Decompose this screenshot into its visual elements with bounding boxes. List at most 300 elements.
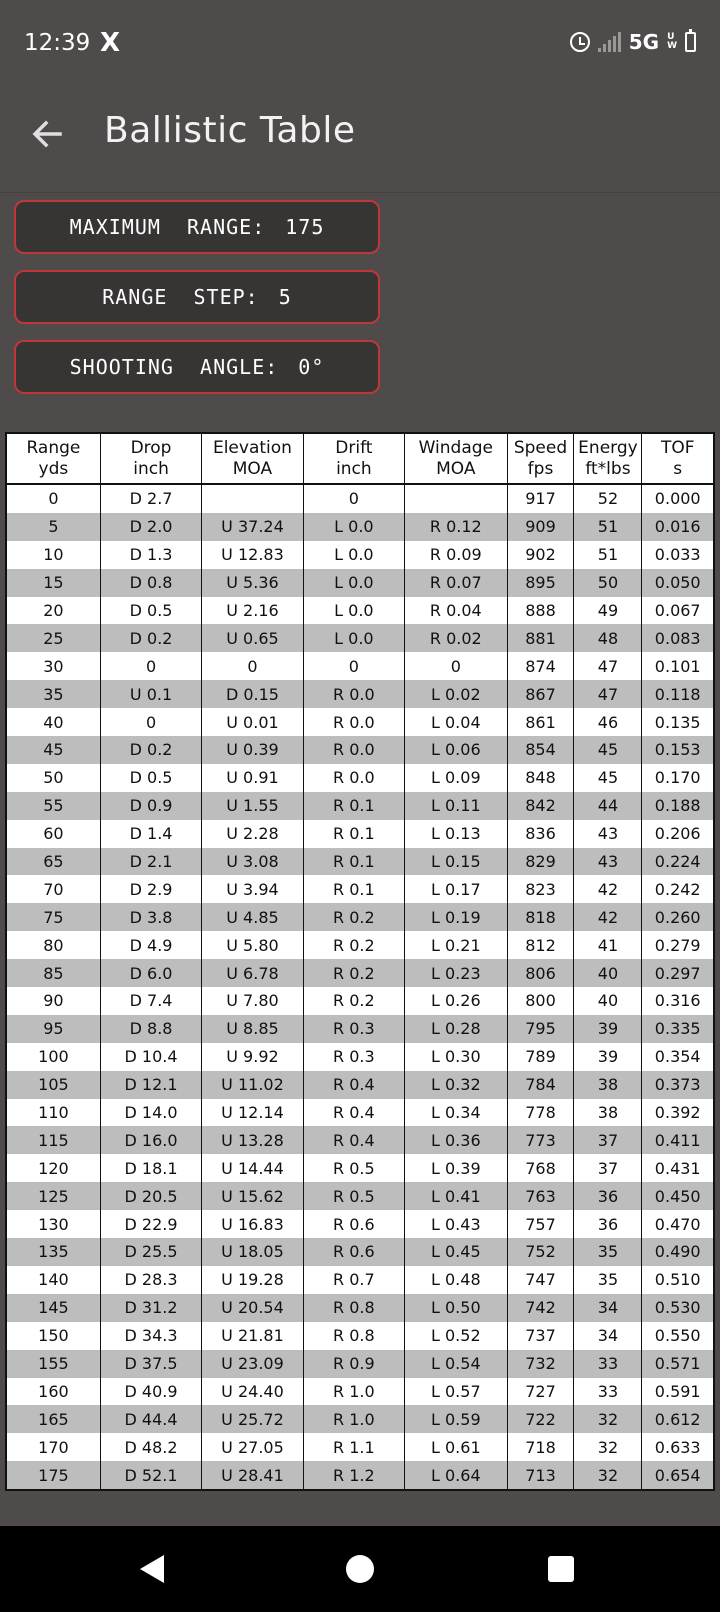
table-row — [6, 1266, 714, 1294]
column-header — [202, 433, 303, 484]
table-cell: L 0.09 — [405, 764, 507, 792]
table-cell: U 12.14 — [202, 1099, 303, 1127]
table-cell: 0.242 — [642, 875, 714, 903]
table-cell: 0.470 — [642, 1210, 714, 1238]
table-row — [6, 987, 714, 1015]
table-cell: 848 — [507, 764, 574, 792]
table-cell: 718 — [507, 1433, 574, 1461]
table-cell: L 0.28 — [405, 1015, 507, 1043]
table-row — [6, 903, 714, 931]
table-cell: D 0.9 — [100, 792, 201, 820]
table-cell: 115 — [6, 1126, 100, 1154]
table-cell: D 31.2 — [100, 1294, 201, 1322]
network-sub-bottom: W — [667, 41, 677, 51]
table-cell: U 0.65 — [202, 624, 303, 652]
table-cell: 38 — [574, 1099, 642, 1127]
table-cell: 0.224 — [642, 848, 714, 876]
table-cell: R 0.04 — [405, 597, 507, 625]
table-cell: 823 — [507, 875, 574, 903]
table-cell: L 0.13 — [405, 820, 507, 848]
table-cell: D 0.2 — [100, 736, 201, 764]
table-cell: R 0.0 — [303, 764, 404, 792]
table-row — [6, 624, 714, 652]
table-row — [6, 1433, 714, 1461]
table-cell: 41 — [574, 931, 642, 959]
table-row — [6, 959, 714, 987]
column-header-title: Range — [26, 437, 81, 458]
table-cell: 10 — [6, 541, 100, 569]
table-cell: L 0.50 — [405, 1294, 507, 1322]
table-cell: R 0.5 — [303, 1182, 404, 1210]
network-sub-top: U — [667, 32, 675, 42]
table-row — [6, 1405, 714, 1433]
table-row — [6, 1210, 714, 1238]
table-cell: U 13.28 — [202, 1126, 303, 1154]
table-cell: 0.260 — [642, 903, 714, 931]
column-header-title: Drift — [335, 437, 373, 458]
table-cell: 35 — [574, 1238, 642, 1266]
table-cell: U 28.41 — [202, 1461, 303, 1490]
table-cell: D 25.5 — [100, 1238, 201, 1266]
table-cell: 43 — [574, 848, 642, 876]
table-cell: U 1.55 — [202, 792, 303, 820]
table-row — [6, 764, 714, 792]
table-row — [6, 1378, 714, 1406]
table-cell: 50 — [6, 764, 100, 792]
table-cell: 75 — [6, 903, 100, 931]
table-cell: 130 — [6, 1210, 100, 1238]
table-cell: R 0.2 — [303, 931, 404, 959]
table-cell: R 0.09 — [405, 541, 507, 569]
column-header — [507, 433, 574, 484]
table-cell — [405, 484, 507, 513]
table-cell: R 0.0 — [303, 736, 404, 764]
table-cell: R 0.1 — [303, 792, 404, 820]
table-cell: 135 — [6, 1238, 100, 1266]
table-cell: 36 — [574, 1182, 642, 1210]
table-cell: R 0.3 — [303, 1015, 404, 1043]
table-cell: 15 — [6, 569, 100, 597]
table-cell: 0.279 — [642, 931, 714, 959]
table-cell: R 0.2 — [303, 987, 404, 1015]
table-cell: D 10.4 — [100, 1043, 201, 1071]
table-cell: 757 — [507, 1210, 574, 1238]
table-cell: 46 — [574, 708, 642, 736]
table-cell: R 0.12 — [405, 513, 507, 541]
table-cell: 40 — [6, 708, 100, 736]
table-cell: D 7.4 — [100, 987, 201, 1015]
column-header-title: Speed — [513, 437, 568, 458]
table-cell: 0.067 — [642, 597, 714, 625]
column-header-unit: MOA — [232, 458, 273, 479]
column-header-title: Drop — [130, 437, 172, 458]
table-cell: 34 — [574, 1322, 642, 1350]
table-cell: 45 — [574, 764, 642, 792]
table-cell: R 0.4 — [303, 1126, 404, 1154]
table-cell: D 0.5 — [100, 597, 201, 625]
table-row — [6, 931, 714, 959]
table-cell: D 16.0 — [100, 1126, 201, 1154]
table-cell: 0.083 — [642, 624, 714, 652]
table-cell: U 5.36 — [202, 569, 303, 597]
table-cell: 0.633 — [642, 1433, 714, 1461]
nav-back-icon[interactable] — [140, 1555, 164, 1583]
table-cell: 0.000 — [642, 484, 714, 513]
table-cell: U 6.78 — [202, 959, 303, 987]
table-cell: 727 — [507, 1378, 574, 1406]
app-bar — [0, 92, 720, 193]
table-row — [6, 569, 714, 597]
table-cell: U 2.28 — [202, 820, 303, 848]
shooting-angle-label: SHOOTING ANGLE: — [69, 355, 279, 379]
table-cell: 0.188 — [642, 792, 714, 820]
table-cell: 140 — [6, 1266, 100, 1294]
nav-recent-apps-icon[interactable] — [548, 1556, 574, 1582]
table-row — [6, 680, 714, 708]
table-cell: 35 — [574, 1266, 642, 1294]
column-header-title: Windage — [418, 437, 494, 458]
table-cell: 842 — [507, 792, 574, 820]
table-row — [6, 513, 714, 541]
table-cell: U 0.39 — [202, 736, 303, 764]
table-cell: D 18.1 — [100, 1154, 201, 1182]
table-cell: U 2.16 — [202, 597, 303, 625]
table-cell: L 0.17 — [405, 875, 507, 903]
range-step-button[interactable] — [14, 270, 380, 324]
table-cell: R 0.6 — [303, 1238, 404, 1266]
table-cell: 30 — [6, 652, 100, 680]
table-cell: 38 — [574, 1071, 642, 1099]
table-cell: 0.411 — [642, 1126, 714, 1154]
table-cell: 65 — [6, 848, 100, 876]
table-cell: D 48.2 — [100, 1433, 201, 1461]
table-cell: 165 — [6, 1405, 100, 1433]
table-cell: 42 — [574, 903, 642, 931]
table-cell: 902 — [507, 541, 574, 569]
table-cell: D 2.1 — [100, 848, 201, 876]
table-cell: 0.170 — [642, 764, 714, 792]
table-row — [6, 708, 714, 736]
table-cell: U 18.05 — [202, 1238, 303, 1266]
table-row — [6, 820, 714, 848]
table-cell: 0.206 — [642, 820, 714, 848]
table-row — [6, 1071, 714, 1099]
table-cell: 0.591 — [642, 1378, 714, 1406]
table-row — [6, 1154, 714, 1182]
range-step-label: RANGE STEP: — [102, 285, 259, 309]
table-cell: 0.373 — [642, 1071, 714, 1099]
table-cell: 105 — [6, 1071, 100, 1099]
table-cell: 125 — [6, 1182, 100, 1210]
nav-home-icon[interactable] — [346, 1555, 374, 1583]
table-cell: U 0.1 — [100, 680, 201, 708]
table-cell: R 0.1 — [303, 820, 404, 848]
table-cell: D 14.0 — [100, 1099, 201, 1127]
table-cell: 100 — [6, 1043, 100, 1071]
table-cell: 874 — [507, 652, 574, 680]
table-cell: 773 — [507, 1126, 574, 1154]
table-cell: 0.050 — [642, 569, 714, 597]
status-bar — [0, 0, 720, 92]
table-cell: D 44.4 — [100, 1405, 201, 1433]
table-cell: 39 — [574, 1015, 642, 1043]
table-body — [6, 484, 714, 1490]
status-icons — [570, 30, 696, 54]
table-cell: U 3.08 — [202, 848, 303, 876]
alarm-icon — [570, 32, 590, 52]
table-cell — [202, 484, 303, 513]
column-header-unit: MOA — [436, 458, 476, 479]
table-cell: D 3.8 — [100, 903, 201, 931]
table-cell: 0.450 — [642, 1182, 714, 1210]
table-cell: D 0.15 — [202, 680, 303, 708]
table-cell: 33 — [574, 1378, 642, 1406]
table-cell: 160 — [6, 1378, 100, 1406]
table-cell: U 24.40 — [202, 1378, 303, 1406]
table-cell: U 0.01 — [202, 708, 303, 736]
table-cell: U 8.85 — [202, 1015, 303, 1043]
table-cell: 861 — [507, 708, 574, 736]
table-cell: D 2.0 — [100, 513, 201, 541]
column-header-unit: yds — [38, 458, 69, 479]
table-cell: 0.392 — [642, 1099, 714, 1127]
table-cell: L 0.57 — [405, 1378, 507, 1406]
column-header-title: Energy — [578, 437, 638, 458]
table-cell: 45 — [574, 736, 642, 764]
table-cell: R 0.0 — [303, 680, 404, 708]
table-cell: 0.118 — [642, 680, 714, 708]
table-cell: 0 — [303, 484, 404, 513]
table-row — [6, 1294, 714, 1322]
table-cell: 0.654 — [642, 1461, 714, 1490]
table-cell: 32 — [574, 1461, 642, 1490]
column-header-unit: inch — [336, 458, 372, 479]
table-cell: U 19.28 — [202, 1266, 303, 1294]
table-cell: 806 — [507, 959, 574, 987]
table-cell: 49 — [574, 597, 642, 625]
network-label: 5G — [628, 30, 660, 54]
table-cell: 170 — [6, 1433, 100, 1461]
table-cell: 110 — [6, 1099, 100, 1127]
table-cell: 0.490 — [642, 1238, 714, 1266]
table-cell: L 0.34 — [405, 1099, 507, 1127]
table-cell: 732 — [507, 1350, 574, 1378]
table-cell: 812 — [507, 931, 574, 959]
table-cell: 0.016 — [642, 513, 714, 541]
table-cell: L 0.11 — [405, 792, 507, 820]
table-row — [6, 736, 714, 764]
table-cell: U 20.54 — [202, 1294, 303, 1322]
table-cell: 0.153 — [642, 736, 714, 764]
table-cell: R 0.4 — [303, 1099, 404, 1127]
table-cell: L 0.36 — [405, 1126, 507, 1154]
table-cell: 752 — [507, 1238, 574, 1266]
table-cell: 909 — [507, 513, 574, 541]
table-cell: L 0.0 — [303, 597, 404, 625]
table-cell: 45 — [6, 736, 100, 764]
table-cell: D 2.7 — [100, 484, 201, 513]
table-cell: 175 — [6, 1461, 100, 1490]
table-cell: D 0.8 — [100, 569, 201, 597]
column-header-unit: ft*lbs — [585, 458, 631, 479]
column-header — [574, 433, 642, 484]
table-cell: 0 — [100, 708, 201, 736]
table-cell: D 22.9 — [100, 1210, 201, 1238]
table-cell: R 0.3 — [303, 1043, 404, 1071]
table-cell: 43 — [574, 820, 642, 848]
column-header — [405, 433, 507, 484]
table-cell: 120 — [6, 1154, 100, 1182]
maximum-range-label: MAXIMUM RANGE: — [69, 215, 266, 239]
table-cell: 747 — [507, 1266, 574, 1294]
table-cell: 20 — [6, 597, 100, 625]
table-cell: 50 — [574, 569, 642, 597]
network-sub-icon — [667, 33, 677, 51]
table-cell: D 28.3 — [100, 1266, 201, 1294]
table-cell: L 0.30 — [405, 1043, 507, 1071]
column-header-unit: s — [673, 458, 683, 479]
table-cell: U 25.72 — [202, 1405, 303, 1433]
table-cell: 0.510 — [642, 1266, 714, 1294]
table-cell: 34 — [574, 1294, 642, 1322]
page-title: Ballistic Table — [104, 110, 356, 151]
table-cell: 742 — [507, 1294, 574, 1322]
table-cell: 784 — [507, 1071, 574, 1099]
shooting-angle-value: 0° — [298, 355, 325, 379]
table-cell: 0.101 — [642, 652, 714, 680]
table-cell: R 1.0 — [303, 1378, 404, 1406]
x-app-icon: X — [100, 28, 121, 58]
table-cell: U 5.80 — [202, 931, 303, 959]
table-cell: U 9.92 — [202, 1043, 303, 1071]
table-cell: 737 — [507, 1322, 574, 1350]
table-cell: 47 — [574, 680, 642, 708]
table-cell: D 0.5 — [100, 764, 201, 792]
table-cell: 52 — [574, 484, 642, 513]
table-cell: R 0.1 — [303, 848, 404, 876]
table-cell: 40 — [574, 959, 642, 987]
table-cell: U 21.81 — [202, 1322, 303, 1350]
shooting-angle-button[interactable] — [14, 340, 380, 394]
table-cell: 150 — [6, 1322, 100, 1350]
table-cell: R 0.1 — [303, 875, 404, 903]
navigation-bar — [0, 1526, 720, 1612]
table-cell: 90 — [6, 987, 100, 1015]
table-cell: U 7.80 — [202, 987, 303, 1015]
table-cell: 70 — [6, 875, 100, 903]
column-header-title: TOF — [660, 437, 695, 458]
battery-icon — [685, 32, 696, 52]
maximum-range-value: 175 — [285, 215, 325, 239]
table-cell: 778 — [507, 1099, 574, 1127]
table-cell: L 0.26 — [405, 987, 507, 1015]
table-row — [6, 1099, 714, 1127]
table-cell: 55 — [6, 792, 100, 820]
table-cell: 37 — [574, 1154, 642, 1182]
table-cell: 789 — [507, 1043, 574, 1071]
table-cell: 25 — [6, 624, 100, 652]
table-cell: 0.571 — [642, 1350, 714, 1378]
table-cell: 44 — [574, 792, 642, 820]
table-cell: R 0.5 — [303, 1154, 404, 1182]
table-cell: R 0.8 — [303, 1294, 404, 1322]
range-step-value: 5 — [278, 285, 292, 309]
table-cell: D 1.4 — [100, 820, 201, 848]
table-cell: U 23.09 — [202, 1350, 303, 1378]
table-cell: L 0.32 — [405, 1071, 507, 1099]
table-cell: 36 — [574, 1210, 642, 1238]
table-cell: R 0.4 — [303, 1071, 404, 1099]
table-cell: 0 — [303, 652, 404, 680]
table-cell: 60 — [6, 820, 100, 848]
table-row — [6, 1126, 714, 1154]
table-row — [6, 848, 714, 876]
table-cell: L 0.39 — [405, 1154, 507, 1182]
table-row — [6, 875, 714, 903]
table-cell: L 0.21 — [405, 931, 507, 959]
maximum-range-button[interactable] — [14, 200, 380, 254]
column-header-unit: inch — [133, 458, 169, 479]
table-cell: L 0.0 — [303, 513, 404, 541]
table-cell: D 8.8 — [100, 1015, 201, 1043]
back-arrow-icon[interactable] — [28, 114, 68, 154]
table-cell: R 0.7 — [303, 1266, 404, 1294]
table-cell: L 0.0 — [303, 624, 404, 652]
table-cell: U 37.24 — [202, 513, 303, 541]
table-cell: L 0.41 — [405, 1182, 507, 1210]
table-cell: 48 — [574, 624, 642, 652]
table-cell: U 0.91 — [202, 764, 303, 792]
table-cell: 0.530 — [642, 1294, 714, 1322]
table-cell: 0.335 — [642, 1015, 714, 1043]
table-cell: R 0.2 — [303, 959, 404, 987]
table-cell: 829 — [507, 848, 574, 876]
table-cell: 0.135 — [642, 708, 714, 736]
table-cell: 854 — [507, 736, 574, 764]
table-cell: 795 — [507, 1015, 574, 1043]
table-row — [6, 792, 714, 820]
table-cell: D 52.1 — [100, 1461, 201, 1490]
table-cell: D 2.9 — [100, 875, 201, 903]
table-cell: 47 — [574, 652, 642, 680]
table-cell: L 0.61 — [405, 1433, 507, 1461]
table-cell: U 11.02 — [202, 1071, 303, 1099]
table-cell: 0.354 — [642, 1043, 714, 1071]
table-row — [6, 1322, 714, 1350]
table-cell: 722 — [507, 1405, 574, 1433]
table-cell: 42 — [574, 875, 642, 903]
table-cell: 0.550 — [642, 1322, 714, 1350]
table-cell: R 0.8 — [303, 1322, 404, 1350]
table-row — [6, 1461, 714, 1490]
column-header — [642, 433, 714, 484]
table-cell: D 37.5 — [100, 1350, 201, 1378]
table-cell: L 0.59 — [405, 1405, 507, 1433]
table-cell: 836 — [507, 820, 574, 848]
table-cell: L 0.52 — [405, 1322, 507, 1350]
table-cell: 51 — [574, 513, 642, 541]
table-cell: L 0.64 — [405, 1461, 507, 1490]
table-cell: D 20.5 — [100, 1182, 201, 1210]
table-row — [6, 1015, 714, 1043]
table-cell: 888 — [507, 597, 574, 625]
table-cell: 0.612 — [642, 1405, 714, 1433]
table-cell: 85 — [6, 959, 100, 987]
table-cell: 917 — [507, 484, 574, 513]
table-cell: 5 — [6, 513, 100, 541]
table-cell: 763 — [507, 1182, 574, 1210]
table-row — [6, 541, 714, 569]
